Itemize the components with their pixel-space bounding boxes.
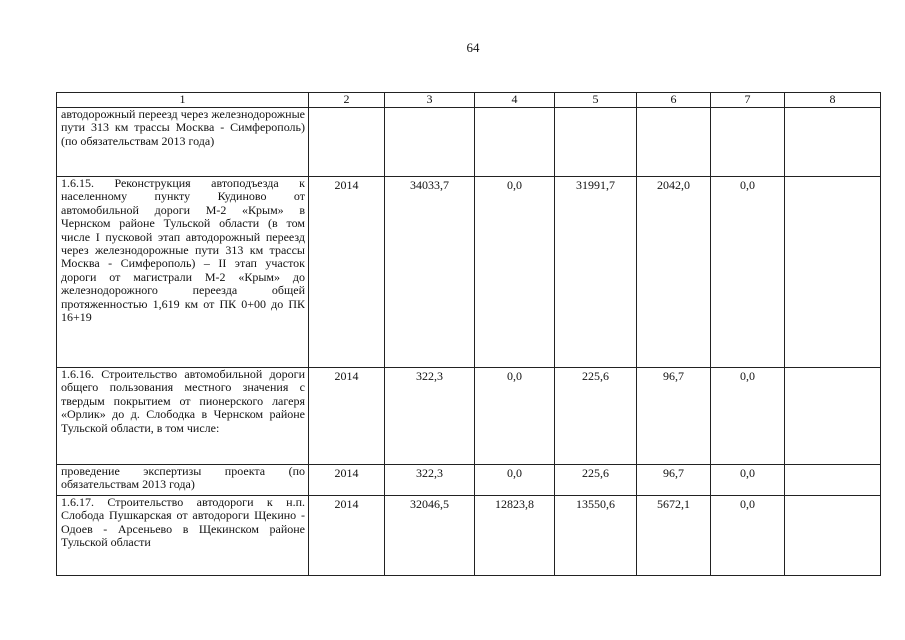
cell-total: 322,3 xyxy=(385,465,475,496)
cell-value: 0,0 xyxy=(711,465,785,496)
cell-value: 13550,6 xyxy=(555,496,637,576)
cell-value: 12823,8 xyxy=(475,496,555,576)
cell-value: 0,0 xyxy=(711,177,785,368)
budget-table xyxy=(56,92,881,576)
table-row xyxy=(57,368,881,465)
cell-value xyxy=(785,465,881,496)
cell-total: 322,3 xyxy=(385,368,475,465)
cell-value xyxy=(475,108,555,177)
cell-total: 34033,7 xyxy=(385,177,475,368)
cell-value: 0,0 xyxy=(711,368,785,465)
column-header: 8 xyxy=(785,93,881,108)
cell-value: 2042,0 xyxy=(637,177,711,368)
row-description: 1.6.15. Реконструкция автоподъезда к населенному пункту Кудиново от автомобильной дороги М-2 «Крым» в Чернском районе Тульской области (в том числе I пусковой этап автодорожный переезд через железнодорожные пути 313 км трассы Москва - Симферополь) – II этап участок дороги от магистрали М-2 «Крым» до железнодорожного переезда общей протяженностью 1,619 км от ПК 0+00 до ПК 16+19 xyxy=(57,177,309,368)
cell-year: 2014 xyxy=(309,368,385,465)
table-row xyxy=(57,465,881,496)
column-header: 1 xyxy=(57,93,309,108)
cell-value: 0,0 xyxy=(475,177,555,368)
cell-value: 225,6 xyxy=(555,368,637,465)
column-header: 6 xyxy=(637,93,711,108)
cell-value xyxy=(785,368,881,465)
cell-value xyxy=(785,496,881,576)
cell-year xyxy=(309,108,385,177)
column-header: 5 xyxy=(555,93,637,108)
cell-value: 0,0 xyxy=(711,496,785,576)
column-header: 2 xyxy=(309,93,385,108)
cell-year: 2014 xyxy=(309,496,385,576)
row-description: автодорожный переезд через железнодорожные пути 313 км трассы Москва - Симферополь) (по обязательствам 2013 года) xyxy=(57,108,309,177)
page-number: 64 xyxy=(466,40,480,55)
cell-value: 225,6 xyxy=(555,465,637,496)
cell-year: 2014 xyxy=(309,177,385,368)
column-header: 4 xyxy=(475,93,555,108)
cell-value xyxy=(637,108,711,177)
cell-value xyxy=(785,177,881,368)
row-description: проведение экспертизы проекта (по обязательствам 2013 года) xyxy=(57,465,309,496)
column-header: 7 xyxy=(711,93,785,108)
cell-value: 96,7 xyxy=(637,368,711,465)
table-row xyxy=(57,108,881,177)
column-header: 3 xyxy=(385,93,475,108)
table-row xyxy=(57,177,881,368)
cell-year: 2014 xyxy=(309,465,385,496)
cell-value xyxy=(785,108,881,177)
row-description: 1.6.16. Строительство автомобильной дороги общего пользования местного значения с твердым покрытием от пионерского лагеря «Орлик» до д. Слободка в Чернском районе Тульской области, в том числе: xyxy=(57,368,309,465)
cell-total xyxy=(385,108,475,177)
cell-total: 32046,5 xyxy=(385,496,475,576)
cell-value xyxy=(555,108,637,177)
header-row xyxy=(57,93,881,108)
cell-value: 0,0 xyxy=(475,368,555,465)
row-description: 1.6.17. Строительство автодороги к н.п. Слобода Пушкарская от автодороги Щекино - Одоев - Арсеньево в Щекинском районе Тульской области xyxy=(57,496,309,576)
cell-value: 5672,1 xyxy=(637,496,711,576)
cell-value: 0,0 xyxy=(475,465,555,496)
cell-value: 31991,7 xyxy=(555,177,637,368)
table-row xyxy=(57,496,881,576)
cell-value: 96,7 xyxy=(637,465,711,496)
cell-value xyxy=(711,108,785,177)
